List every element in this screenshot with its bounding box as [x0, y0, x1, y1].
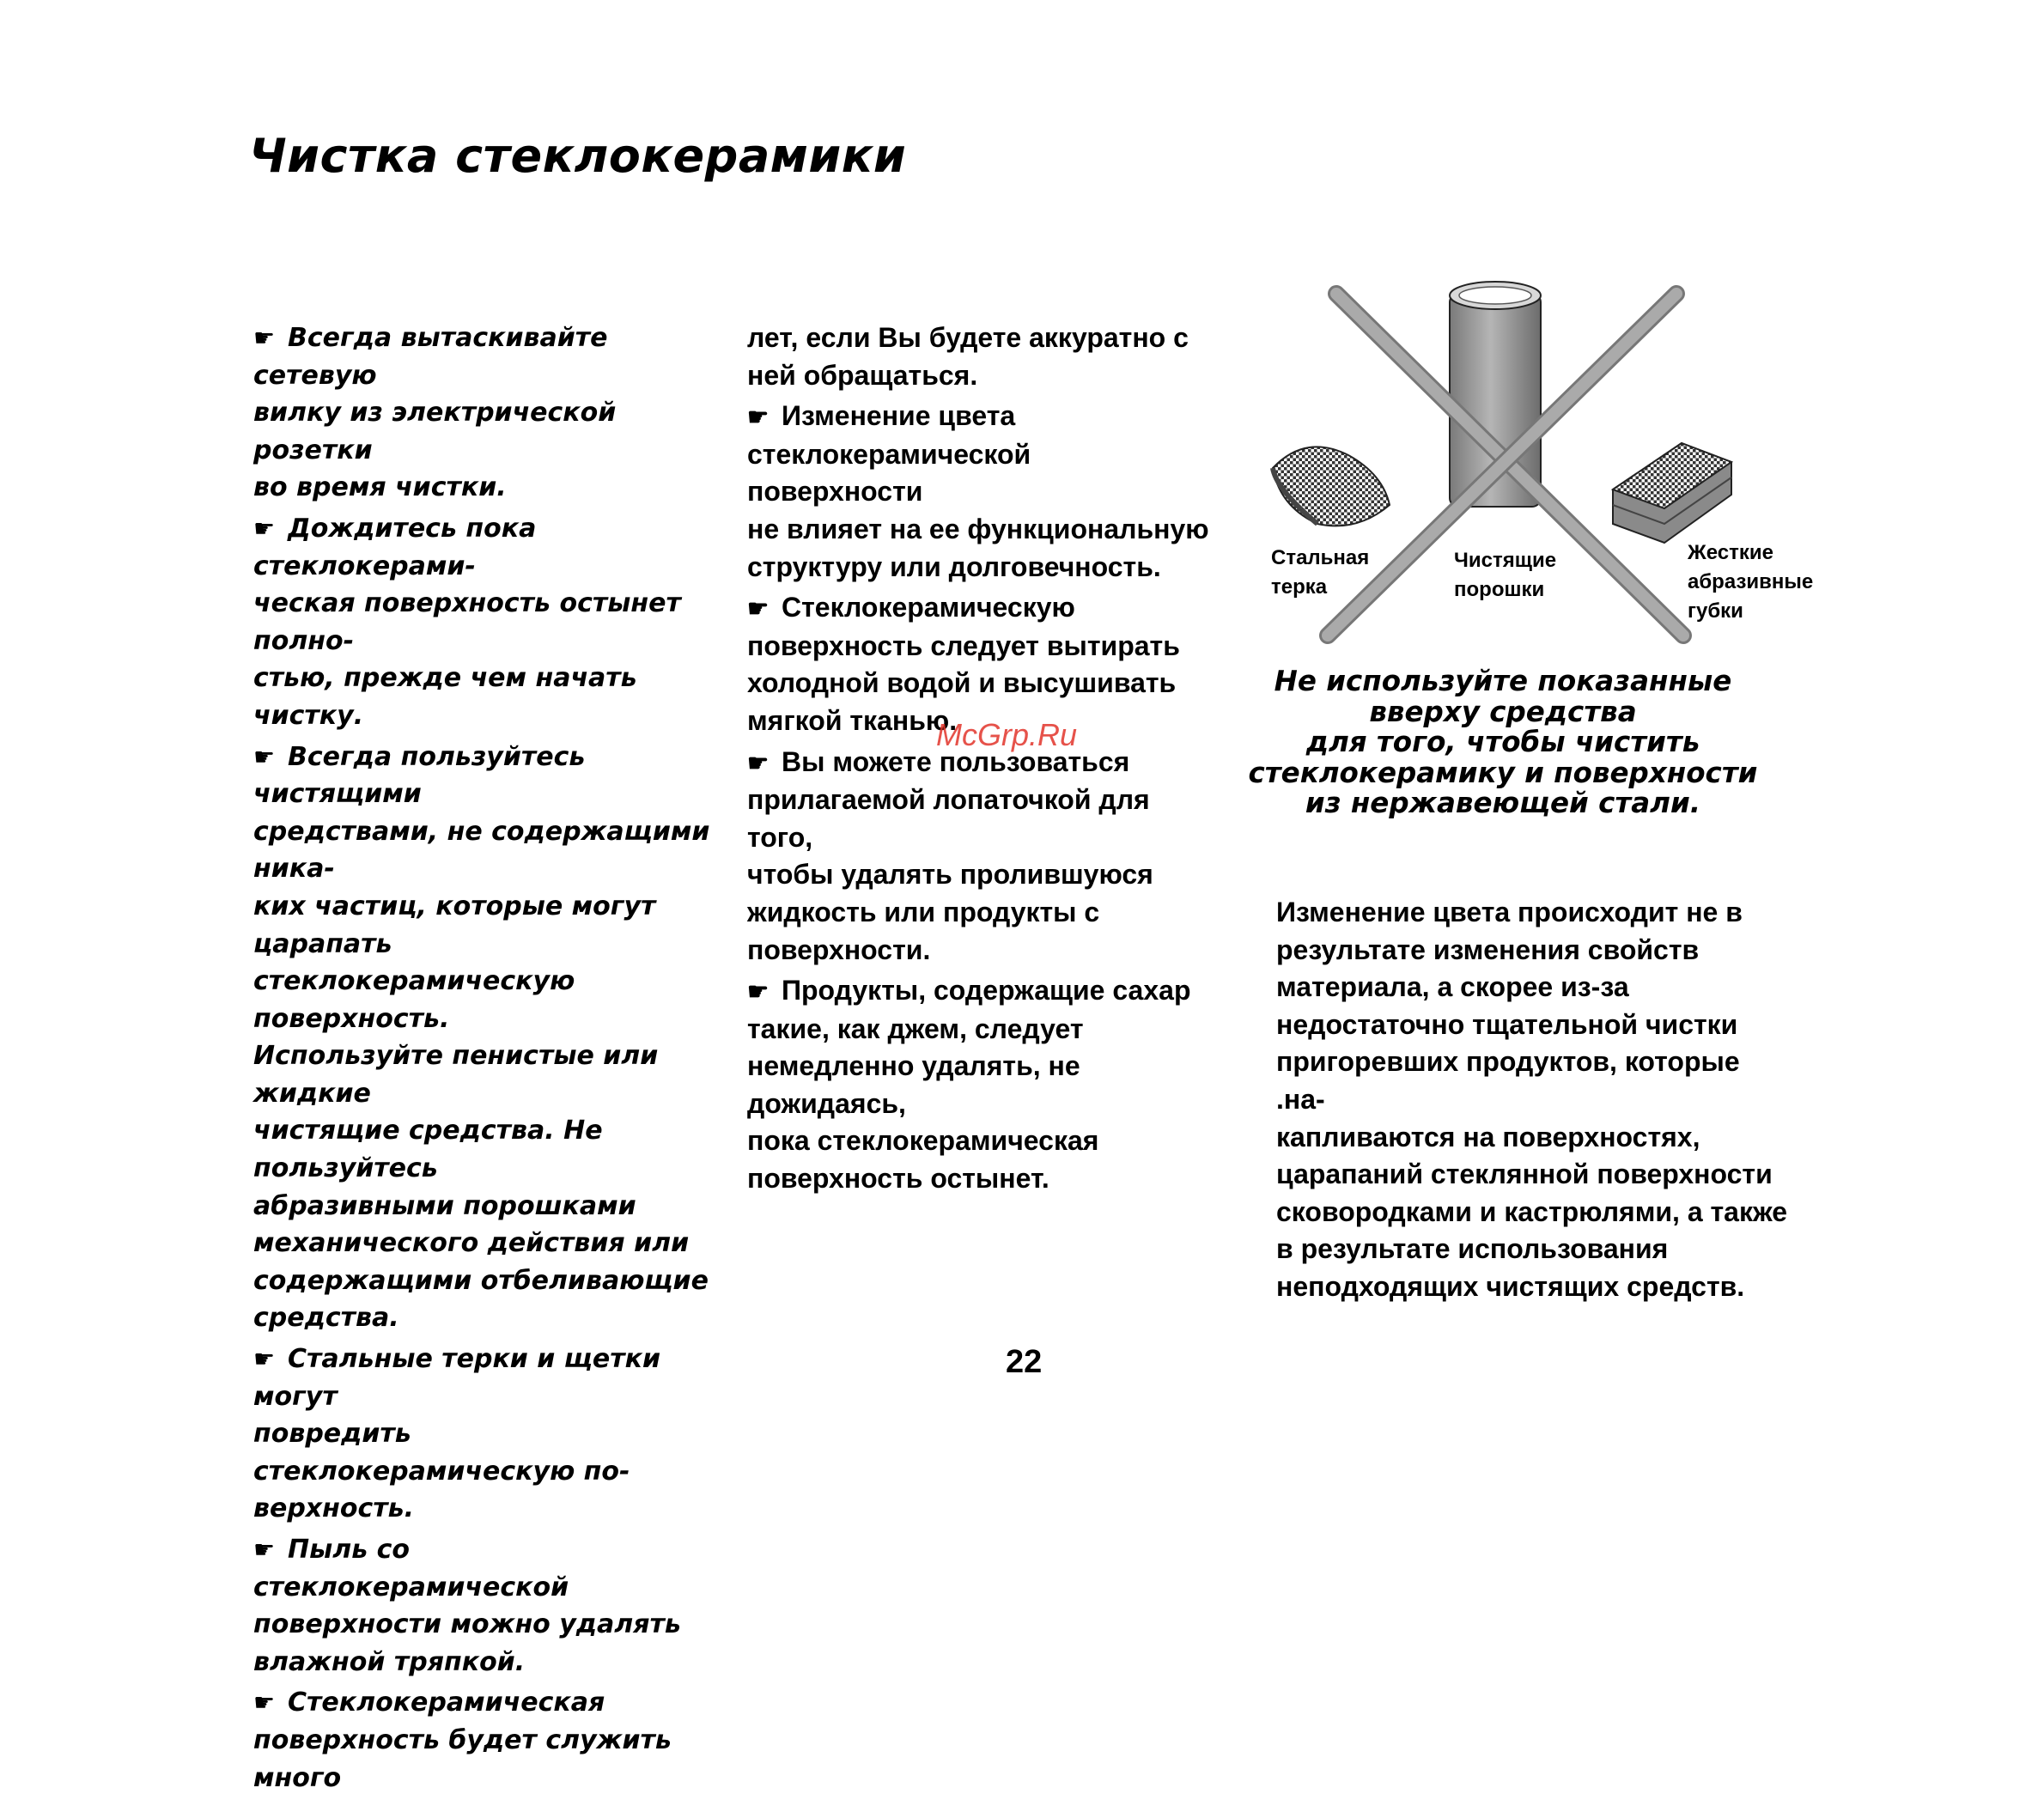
text-line: из нержавеющей стали.: [1305, 787, 1701, 819]
text-line: ☛ Дождитесь пока стеклокерами-: [253, 510, 721, 585]
text-line: стеклокерамическую поверхность.: [253, 966, 575, 1034]
text-line: абразивными порошками: [253, 1190, 636, 1221]
pointing-hand-icon: ☛: [253, 514, 276, 543]
steel-scourer-icon: [1273, 447, 1390, 526]
text-line: немедленно удалять, не дожидаясь,: [747, 1050, 1080, 1119]
tip-paragraph: [253, 739, 721, 1338]
tip-paragraph: [253, 319, 721, 507]
text-line: содержащими отбеливающие: [253, 1265, 709, 1296]
text-line: стью, прежде чем начать чистку.: [253, 663, 637, 731]
text-line: ☛ Продукты, содержащие сахар: [747, 972, 1211, 1011]
text-line: капливаются на поверхностях,: [1276, 1121, 1700, 1152]
text-line: механического действия или: [253, 1228, 690, 1259]
text-line: лет, если Вы будете аккуратно с: [747, 322, 1189, 353]
text-line: структуру или долговечность.: [747, 550, 1161, 582]
pointing-hand-icon: ☛: [747, 404, 770, 431]
text-line: влажной тряпкой.: [253, 1646, 526, 1677]
text-line: стеклокерамику и поверхности: [1248, 756, 1758, 789]
text-line: царапаний стеклянной поверхности: [1276, 1158, 1773, 1190]
tip-paragraph: [747, 972, 1211, 1198]
text-line: прилагаемой лопаточкой для того,: [747, 784, 1150, 853]
tip-paragraph: [253, 1531, 721, 1681]
text-line: ☛ Вы можете пользоваться: [747, 744, 1211, 782]
text-line: ☛ Всегда пользуйтесь чистящими: [253, 739, 721, 813]
text-line: поверхности можно удалять: [253, 1609, 681, 1640]
tip-paragraph: [747, 319, 1211, 394]
text-line: недостаточно тщательной чистки: [1276, 1008, 1738, 1040]
tip-paragraph: [253, 1684, 721, 1797]
text-line: для того, чтобы чистить: [1305, 726, 1700, 758]
watermark: McGrp.Ru: [936, 717, 1078, 752]
tip-paragraph: [253, 1341, 721, 1528]
text-line: пригоревших продуктов, которые .на-: [1276, 1046, 1740, 1115]
text-line: ☛ Всегда вытаскивайте сетевую: [253, 319, 721, 394]
tip-paragraph: [747, 744, 1211, 970]
text-line: стеклокерамической поверхности: [747, 438, 1031, 508]
text-line: средства.: [253, 1303, 399, 1334]
text-line: ☛ Стеклокерамическую: [747, 589, 1211, 628]
text-line: чтобы удалять пролившуюся: [747, 859, 1153, 891]
label-cleaning-powders: Чистящие порошки: [1454, 549, 1557, 601]
text-line: вилку из электрической розетки: [253, 398, 617, 465]
label-abrasive-sponges: Жесткие абразивные губки: [1688, 541, 1814, 623]
pointing-hand-icon: ☛: [253, 324, 276, 352]
text-line: ☛ Пыль со стеклокерамической: [253, 1531, 721, 1606]
text-line: ких частиц, которые могут царапать: [253, 891, 656, 959]
instructions-column-1: [253, 319, 721, 1800]
text-line: ческая поверхность остынет полно-: [253, 588, 681, 656]
pointing-hand-icon: ☛: [253, 742, 276, 771]
text-line: верхность.: [253, 1493, 415, 1524]
pointing-hand-icon: ☛: [747, 749, 770, 776]
text-line: во время чистки.: [253, 472, 507, 503]
text-line: Используйте пенистые или жидкие: [253, 1041, 659, 1109]
pointing-hand-icon: ☛: [253, 1345, 276, 1374]
page-number: 22: [1006, 1344, 1043, 1380]
text-line: такие, как джем, следует: [747, 1012, 1084, 1044]
abrasive-sponge-icon: [1613, 443, 1731, 543]
text-line: средствами, не содержащими ника-: [253, 816, 710, 885]
pointing-hand-icon: ☛: [747, 978, 770, 1006]
text-line: Изменение цвета происходит не в: [1276, 897, 1743, 927]
warning-text: [1220, 666, 1786, 819]
label-steel-scourer: Стальная терка: [1271, 546, 1370, 599]
text-line: сковородками и кастрюлями, а также: [1276, 1195, 1788, 1227]
text-line: ☛ Стеклокерамическая: [253, 1684, 721, 1722]
text-line: ней обращаться.: [747, 359, 978, 391]
tip-paragraph: [747, 398, 1211, 586]
text-line: ☛ Изменение цвета: [747, 398, 1211, 436]
text-line: поверхность будет служить много: [253, 1724, 672, 1793]
pointing-hand-icon: ☛: [253, 1535, 276, 1564]
discoloration-note: [1276, 894, 1792, 1306]
text-line: вверху средства: [1369, 695, 1637, 728]
instructions-column-2: [747, 319, 1211, 1201]
pointing-hand-icon: ☛: [253, 1688, 276, 1718]
text-line: в результате использования: [1276, 1233, 1669, 1265]
tip-paragraph: [253, 510, 721, 735]
text-line: повредить стеклокерамическую по-: [253, 1419, 630, 1487]
page-title: Чистка стеклокерамики: [249, 129, 907, 183]
text-line: результате изменения свойств: [1276, 933, 1700, 965]
text-line: поверхность остынет.: [747, 1163, 1049, 1195]
text-line: мягкой тканью.: [747, 704, 958, 736]
text-line: пока стеклокерамическая: [747, 1125, 1099, 1157]
text-line: холодной водой и высушивать: [747, 667, 1177, 699]
text-line: жидкость или продукты с: [747, 896, 1100, 927]
text-line: поверхности.: [747, 933, 931, 965]
text-line: не влияет на ее функциональную: [747, 513, 1209, 544]
text-line: неподходящих чистящих средств.: [1276, 1270, 1745, 1302]
text-line: Не используйте показанные: [1274, 665, 1732, 697]
text-line: ☛ Стальные терки и щетки могут: [253, 1341, 721, 1415]
text-line: чистящие средства. Не пользуйтесь: [253, 1116, 603, 1184]
text-line: поверхность следует вытирать: [747, 629, 1180, 661]
text-line: материала, а скорее из-за: [1276, 971, 1629, 1003]
pointing-hand-icon: ☛: [747, 595, 770, 623]
